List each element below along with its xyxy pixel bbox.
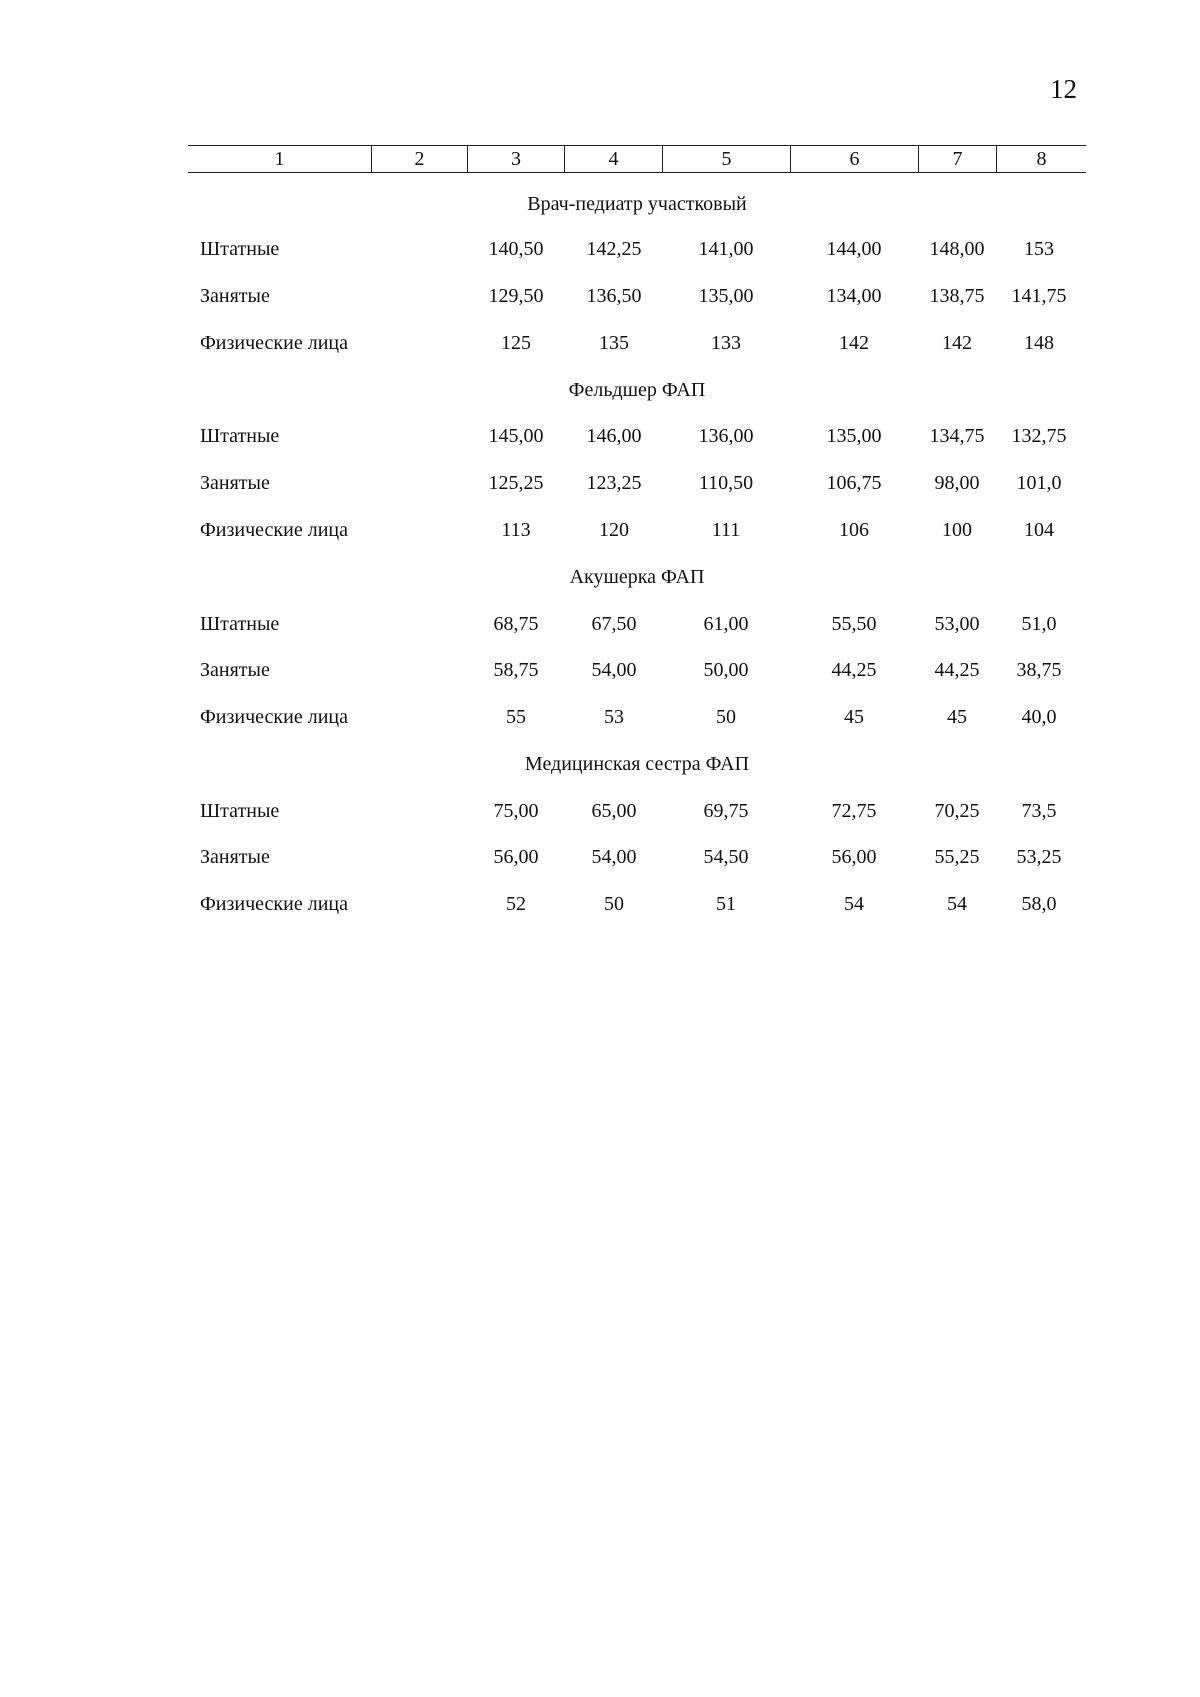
cell: 135 <box>599 332 629 354</box>
cell: 54 <box>947 893 967 915</box>
cell: 54 <box>844 893 864 915</box>
header-col-2: 2 <box>371 146 467 172</box>
cell: 50 <box>604 893 624 915</box>
header-col-1: 1 <box>274 148 285 170</box>
header-col-3: 3 <box>467 146 564 172</box>
cell: 134,75 <box>929 425 985 447</box>
cell: 132,75 <box>1011 425 1067 447</box>
cell: 136,00 <box>698 425 754 447</box>
row-label: Занятые <box>200 285 270 307</box>
cell: 54,50 <box>703 846 749 868</box>
table-row <box>188 425 1086 451</box>
table-row <box>188 659 1086 685</box>
cell: 70,25 <box>934 800 980 822</box>
cell: 45 <box>844 706 864 728</box>
table-row <box>188 332 1086 358</box>
section-title: Врач-педиатр участковый <box>527 193 747 215</box>
cell: 53,00 <box>934 613 980 635</box>
row-label: Занятые <box>200 472 270 494</box>
cell: 111 <box>711 519 741 541</box>
table-row <box>188 472 1086 498</box>
cell: 38,75 <box>1016 659 1062 681</box>
cell: 69,75 <box>703 800 749 822</box>
cell: 55 <box>506 706 526 728</box>
section-title: Фельдшер ФАП <box>568 379 706 401</box>
cell: 142 <box>839 332 869 354</box>
cell: 56,00 <box>493 846 539 868</box>
cell: 141,75 <box>1011 285 1067 307</box>
cell: 135,00 <box>698 285 754 307</box>
row-label: Занятые <box>200 659 270 681</box>
cell: 106 <box>839 519 869 541</box>
header-col-5: 5 <box>662 146 790 172</box>
cell: 45 <box>947 706 967 728</box>
table-row <box>188 846 1086 872</box>
cell: 68,75 <box>493 613 539 635</box>
cell: 101,0 <box>1016 472 1062 494</box>
header-col-8: 8 <box>996 146 1086 172</box>
row-label: Штатные <box>200 238 280 260</box>
cell: 144,00 <box>826 238 882 260</box>
cell: 129,50 <box>488 285 544 307</box>
cell: 98,00 <box>934 472 980 494</box>
cell: 51,0 <box>1021 613 1057 635</box>
cell: 52 <box>506 893 526 915</box>
cell: 44,25 <box>934 659 980 681</box>
row-label: Физические лица <box>200 332 348 354</box>
table-row <box>188 519 1086 545</box>
cell: 51 <box>716 893 736 915</box>
cell: 113 <box>501 519 531 541</box>
cell: 140,50 <box>488 238 544 260</box>
cell: 40,0 <box>1021 706 1057 728</box>
cell: 55,25 <box>934 846 980 868</box>
table-row <box>188 893 1086 919</box>
section-title: Медицинская сестра ФАП <box>524 753 750 775</box>
cell: 136,50 <box>586 285 642 307</box>
cell: 142 <box>942 332 972 354</box>
cell: 100 <box>942 519 972 541</box>
row-label: Штатные <box>200 613 280 635</box>
cell: 133 <box>711 332 741 354</box>
cell: 75,00 <box>493 800 539 822</box>
header-col-7: 7 <box>918 146 996 172</box>
cell: 44,25 <box>831 659 877 681</box>
cell: 135,00 <box>826 425 882 447</box>
cell: 148 <box>1024 332 1054 354</box>
cell: 65,00 <box>591 800 637 822</box>
cell: 54,00 <box>591 659 637 681</box>
cell: 58,0 <box>1021 893 1057 915</box>
cell: 73,5 <box>1021 800 1057 822</box>
cell: 61,00 <box>703 613 749 635</box>
row-label: Занятые <box>200 846 270 868</box>
cell: 125 <box>501 332 531 354</box>
row-label: Физические лица <box>200 706 348 728</box>
cell: 110,50 <box>698 472 754 494</box>
cell: 153 <box>1024 238 1054 260</box>
table-row <box>188 800 1086 826</box>
cell: 142,25 <box>586 238 642 260</box>
cell: 123,25 <box>586 472 642 494</box>
cell: 55,50 <box>831 613 877 635</box>
cell: 106,75 <box>826 472 882 494</box>
row-label: Штатные <box>200 800 280 822</box>
table-row <box>188 285 1086 311</box>
section-title: Акушерка ФАП <box>569 566 705 588</box>
cell: 72,75 <box>831 800 877 822</box>
cell: 134,00 <box>826 285 882 307</box>
row-label: Штатные <box>200 425 280 447</box>
cell: 53 <box>604 706 624 728</box>
cell: 146,00 <box>586 425 642 447</box>
table-row <box>188 613 1086 639</box>
header-col-6: 6 <box>790 146 918 172</box>
cell: 50 <box>716 706 736 728</box>
cell: 145,00 <box>488 425 544 447</box>
cell: 58,75 <box>493 659 539 681</box>
cell: 67,50 <box>591 613 637 635</box>
page-number: 12 <box>1050 74 1077 104</box>
cell: 56,00 <box>831 846 877 868</box>
cell: 120 <box>599 519 629 541</box>
row-label: Физические лица <box>200 893 348 915</box>
table-row <box>188 706 1086 732</box>
row-label: Физические лица <box>200 519 348 541</box>
header-col-4: 4 <box>564 146 662 172</box>
cell: 148,00 <box>929 238 985 260</box>
cell: 53,25 <box>1016 846 1062 868</box>
cell: 125,25 <box>488 472 544 494</box>
cell: 54,00 <box>591 846 637 868</box>
cell: 141,00 <box>698 238 754 260</box>
cell: 138,75 <box>929 285 985 307</box>
cell: 50,00 <box>703 659 749 681</box>
cell: 104 <box>1024 519 1054 541</box>
table-row <box>188 238 1086 264</box>
